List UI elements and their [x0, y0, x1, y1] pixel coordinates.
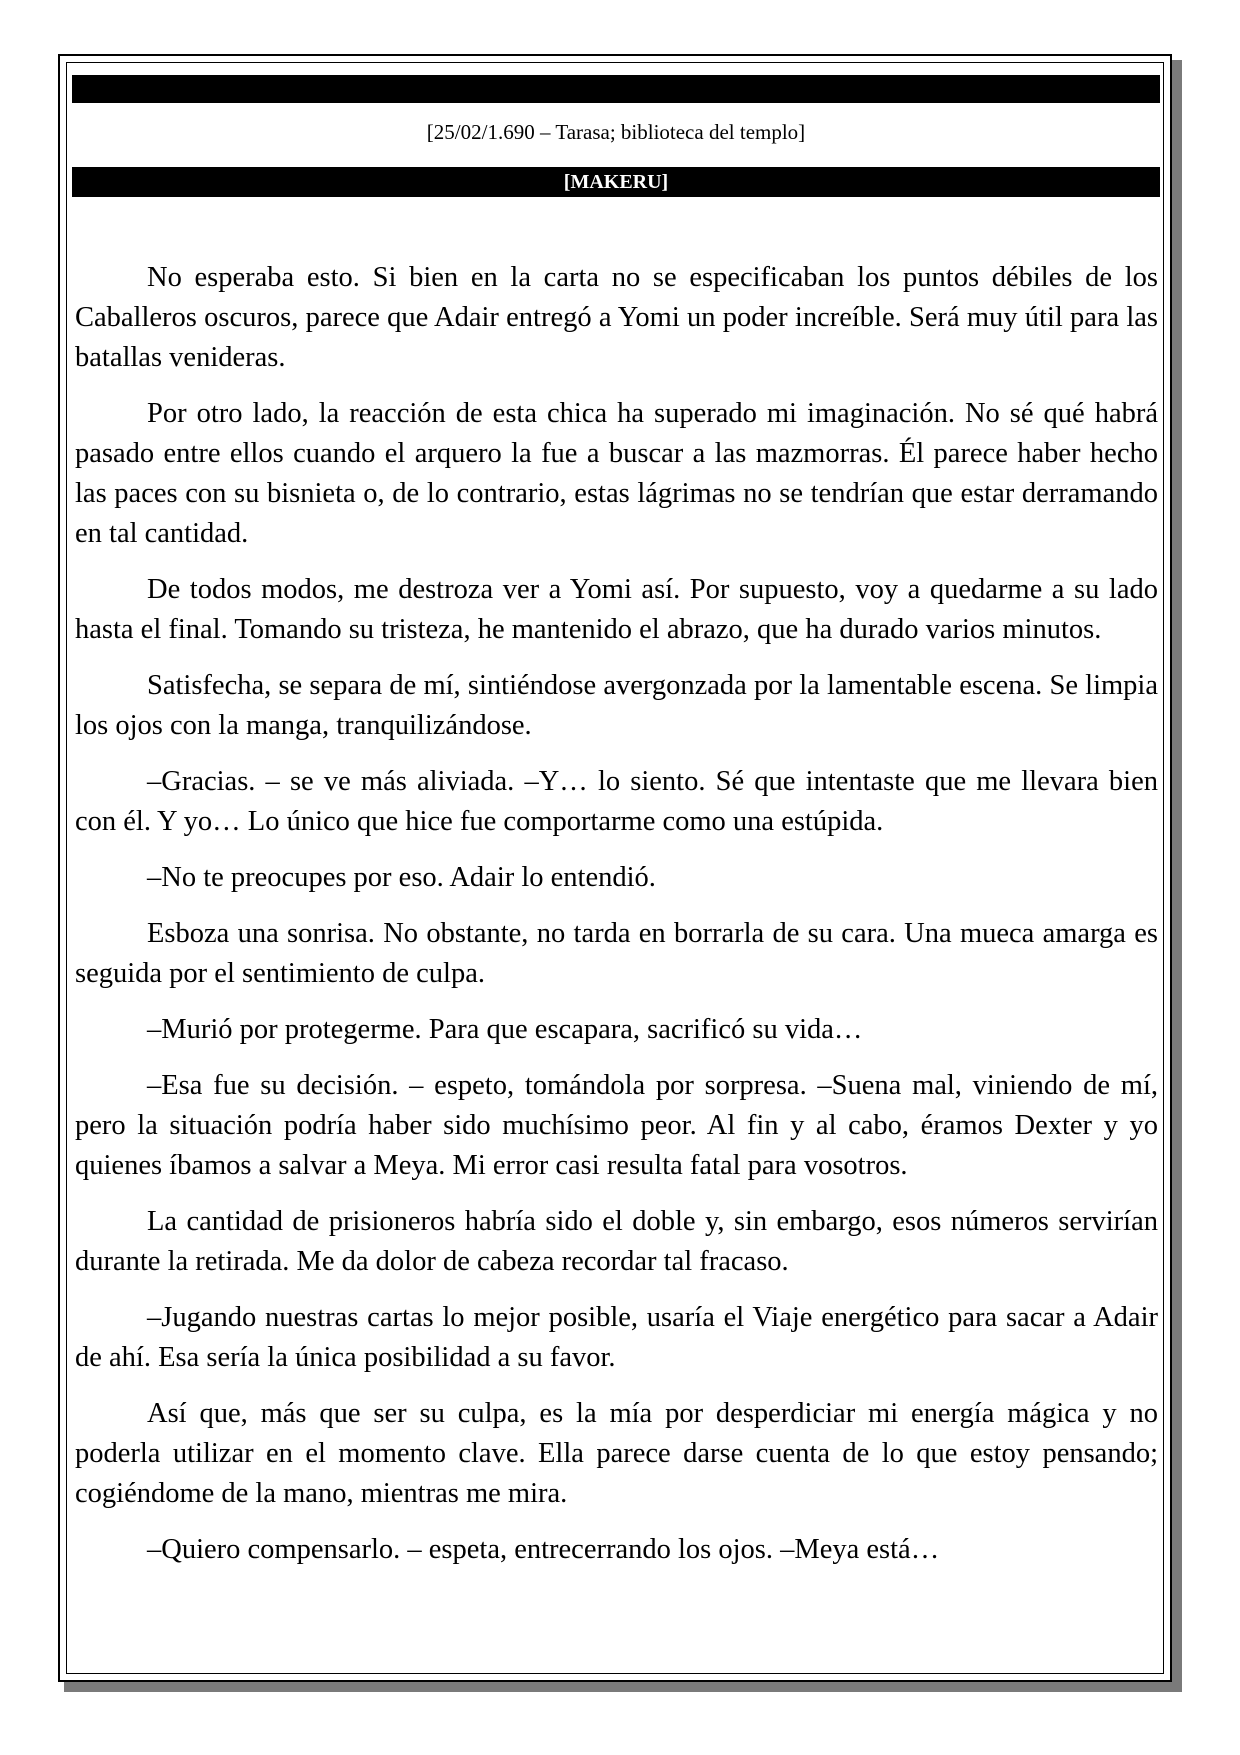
- paragraph: La cantidad de prisioneros habría sido el doble y, sin embargo, esos números servirían durante la retirada. Me da dolor de cabeza recordar tal fracaso.: [75, 1206, 1158, 1277]
- header-top-bar: [72, 75, 1160, 103]
- paragraph: –Esa fue su decisión. – espeto, tomándola por sorpresa. –Suena mal, viniendo de mí, pero la situación podría haber sido muchísimo peor. Al fin y al cabo, éramos Dexter y yo quienes íbamos a salvar a Meya. Mi error casi resulta fatal para vosotros.: [75, 1070, 1158, 1181]
- paragraph: –Gracias. – se ve más aliviada. –Y… lo siento. Sé que intentaste que me llevara bien con él. Y yo… Lo único que hice fue comportarme como una estúpida.: [75, 766, 1158, 837]
- paragraph: De todos modos, me destroza ver a Yomi así. Por supuesto, voy a quedarme a su lado hasta el final. Tomando su tristeza, he mantenido el abrazo, que ha durado varios minutos.: [75, 574, 1158, 645]
- paragraph: –Quiero compensarlo. – espeta, entrecerrando los ojos. –Meya está…: [147, 1534, 940, 1565]
- paragraph: Esboza una sonrisa. No obstante, no tarda en borrarla de su cara. Una mueca amarga es seguida por el sentimiento de culpa.: [75, 918, 1158, 989]
- character-name-bar: [MAKERU]: [72, 167, 1160, 197]
- paragraph: Así que, más que ser su culpa, es la mía por desperdiciar mi energía mágica y no poderla utilizar en el momento clave. Ella parece darse cuenta de lo que estoy pensando; cogiéndome de la mano, mientras me mira.: [75, 1398, 1158, 1509]
- paragraph: –Jugando nuestras cartas lo mejor posible, usaría el Viaje energético para sacar a Adair de ahí. Esa sería la única posibilidad a su favor.: [75, 1302, 1158, 1373]
- paragraph: –No te preocupes por eso. Adair lo entendió.: [147, 862, 656, 893]
- paragraph: Satisfecha, se separa de mí, sintiéndose avergonzada por la lamentable escena. Se limpia los ojos con la manga, tranquilizándose.: [75, 670, 1158, 741]
- paragraph: No esperaba esto. Si bien en la carta no se especificaban los puntos débiles de los Caballeros oscuros, parece que Adair entregó a Yomi un poder increíble. Será muy útil para las batallas venideras.: [75, 262, 1158, 373]
- story-body: [75, 258, 1158, 1586]
- paragraph: Por otro lado, la reacción de esta chica ha superado mi imaginación. No sé qué habrá pasado entre ellos cuando el arquero la fue a buscar a las mazmorras. Él parece haber hecho las paces con su bisnieta o, de lo contrario, estas lágrimas no se tendrían que estar derramando en tal cantidad.: [75, 398, 1158, 549]
- date-location-line: [25/02/1.690 – Tarasa; biblioteca del templo]: [426, 120, 806, 144]
- paragraph: –Murió por protegerme. Para que escapara, sacrificó su vida…: [147, 1014, 863, 1045]
